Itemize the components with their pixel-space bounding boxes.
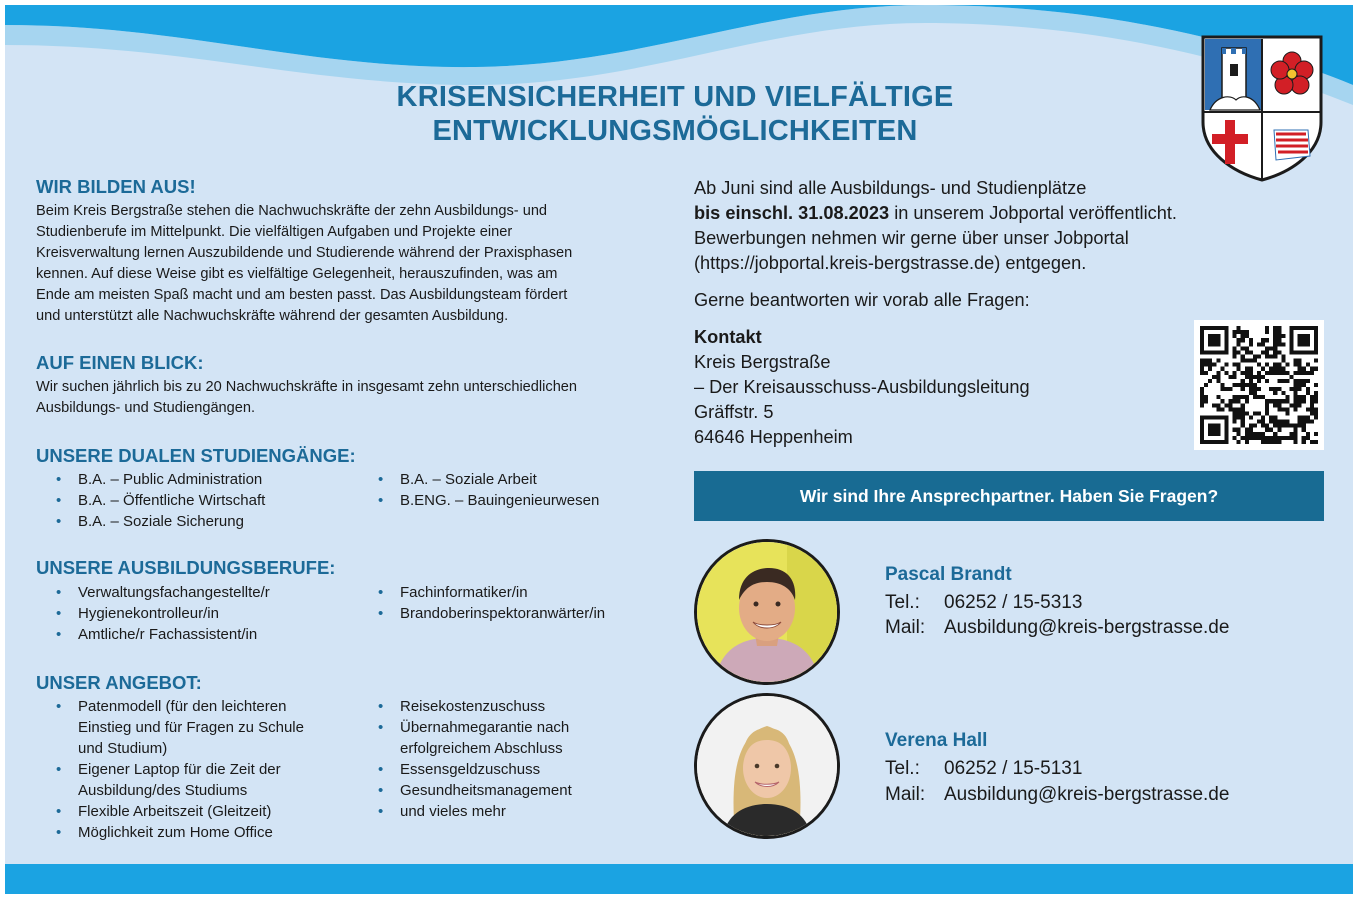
section-title-wir-bilden: WIR BILDEN AUS! [36,176,196,197]
list-item: • B.ENG. – Bauingenieurwesen [376,490,676,511]
tel-value[interactable]: 06252 / 15-5131 [944,758,1083,779]
contact-line: Gräffstr. 5 [694,402,774,422]
list-item [376,759,676,780]
text-line: kennen. Auf diese Weise gibt es vielfältige Gelegenheit, herauszufinden, was am [36,266,558,282]
list-item [54,822,364,843]
text-line: Ende am meisten Spaß macht und am besten passt. Das Ausbildungsteam fördert [36,287,568,303]
list-item-line: • Flexible Arbeitszeit (Gleitzeit) [78,803,272,820]
list-item-line: • Essensgeldzuschuss [400,761,541,778]
text-line: Kreisverwaltung lernen Auszubildende und Studierende während der Praxisphasen [36,245,573,261]
angebot-list-col-1 [54,696,364,843]
intro-line-rest: in unserem Jobportal veröffentlicht. [889,203,1177,223]
list-item: • B.A. – Public Administration [54,469,364,490]
intro-line: Ab Juni sind alle Ausbildungs- und Studienplätze [694,178,1087,198]
berufe-list-col-2 [376,582,676,624]
mail-label: Mail: [885,617,926,638]
person-name: Verena Hall [885,730,988,751]
list-item [376,801,676,822]
intro-line: Bewerbungen nehmen wir gerne über unser Jobportal [694,228,1129,248]
person-mail [885,782,1229,807]
tel-label: Tel.: [885,592,920,613]
headline [300,80,1050,148]
list-item [376,780,676,801]
section-title-dual: UNSERE DUALEN STUDIENGÄNGE: [36,445,356,466]
mail-label: Mail: [885,784,926,805]
intro-line [694,201,1294,226]
list-item [54,759,364,801]
bottom-bar-decoration [5,864,1353,894]
coat-of-arms-icon [1200,34,1324,182]
list-item: • Fachinformatiker/in [376,582,676,603]
jobportal-link[interactable]: (https://jobportal.kreis-bergstrasse.de) entgegen. [694,253,1087,273]
contact-line: – Der Kreisausschuss-Ausbildungsleitung [694,377,1030,397]
contact-block [694,325,1030,450]
person-tel [885,756,1082,781]
questions-text: Gerne beantworten wir vorab alle Fragen: [694,290,1030,310]
section-title-angebot: UNSER ANGEBOT: [36,672,202,693]
text-line: Studienberufe im Mittelpunkt. Die vielfältigen Aufgaben und Projekte einer [36,224,513,240]
contact-line: 64646 Heppenheim [694,427,853,447]
list-item-line: • Gesundheitsmanagement [400,782,572,799]
mail-link[interactable]: Ausbildung@kreis-bergstrasse.de [944,617,1230,638]
list-item [376,696,676,717]
section-title-blick: AUF EINEN BLICK: [36,352,204,373]
contact-line: Kreis Bergstraße [694,352,831,372]
headline-line-1: KRISENSICHERHEIT UND VIELFÄLTIGE [396,81,954,113]
list-item-line: • und vieles mehr [400,803,506,820]
list-item-line: • Eigener Laptop für die Zeit der [78,761,281,778]
avatar-pascal-brandt [694,539,840,685]
section-title-berufe: UNSERE AUSBILDUNGSBERUFE: [36,557,336,578]
person-name: Pascal Brandt [885,564,1012,585]
berufe-list-col-1 [54,582,364,645]
list-item [54,696,364,759]
contact-heading: Kontakt [694,327,762,347]
list-item: • Hygienekontrolleur/in [54,603,364,624]
list-item-line: • Möglichkeit zum Home Office [78,824,273,841]
qr-code-pattern [1200,326,1318,444]
list-item [54,801,364,822]
tel-label: Tel.: [885,758,920,779]
person-tel [885,590,1082,615]
tel-value[interactable]: 06252 / 15-5313 [944,592,1083,613]
list-item: • Brandoberinspektoranwärter/in [376,603,676,624]
mail-link[interactable]: Ausbildung@kreis-bergstrasse.de [944,784,1230,805]
avatar-verena-hall [694,693,840,839]
list-item: • B.A. – Öffentliche Wirtschaft [54,490,364,511]
dual-list-col-2 [376,469,676,511]
text-line: Wir suchen jährlich bis zu 20 Nachwuchskräfte in insgesamt zehn unterschiedlichen [36,379,578,395]
list-item: • Amtliche/r Fachassistent/in [54,624,364,645]
list-item: • B.A. – Soziale Arbeit [376,469,676,490]
text-line: und unterstützt alle Nachwuchskräfte während der gesamten Ausbildung. [36,308,509,324]
qr-code-icon[interactable] [1194,320,1324,450]
paragraph-wir-bilden [36,201,666,327]
text-line: Ausbildungs- und Studiengängen. [36,400,256,416]
list-item-line: • Patenmodell (für den leichteren [78,698,287,715]
list-item-line: und Studium) [78,740,168,757]
dual-list-col-1 [54,469,364,532]
text-line: Beim Kreis Bergstraße stehen die Nachwuchskräfte der zehn Ausbildungs- und [36,203,548,219]
paragraph-blick [36,377,666,419]
list-item: • B.A. – Soziale Sicherung [54,511,364,532]
deadline-text: bis einschl. 31.08.2023 [694,203,890,223]
application-info [694,176,1294,276]
list-item-line: Einstieg und für Fragen zu Schule [78,719,304,736]
list-item [376,717,676,759]
list-item-line: erfolgreichem Abschluss [400,740,563,757]
list-item: • Verwaltungsfachangestellte/r [54,582,364,603]
person-mail [885,615,1229,640]
angebot-list-col-2 [376,696,676,822]
list-item-line: • Übernahmegarantie nach [400,719,570,736]
headline-line-2: ENTWICKLUNGSMÖGLICHKEITEN [432,115,918,147]
list-item-line: Ausbildung/des Studiums [78,782,248,799]
list-item-line: • Reisekostenzuschuss [400,698,546,715]
contact-banner: Wir sind Ihre Ansprechpartner. Haben Sie Fragen? [694,471,1324,521]
